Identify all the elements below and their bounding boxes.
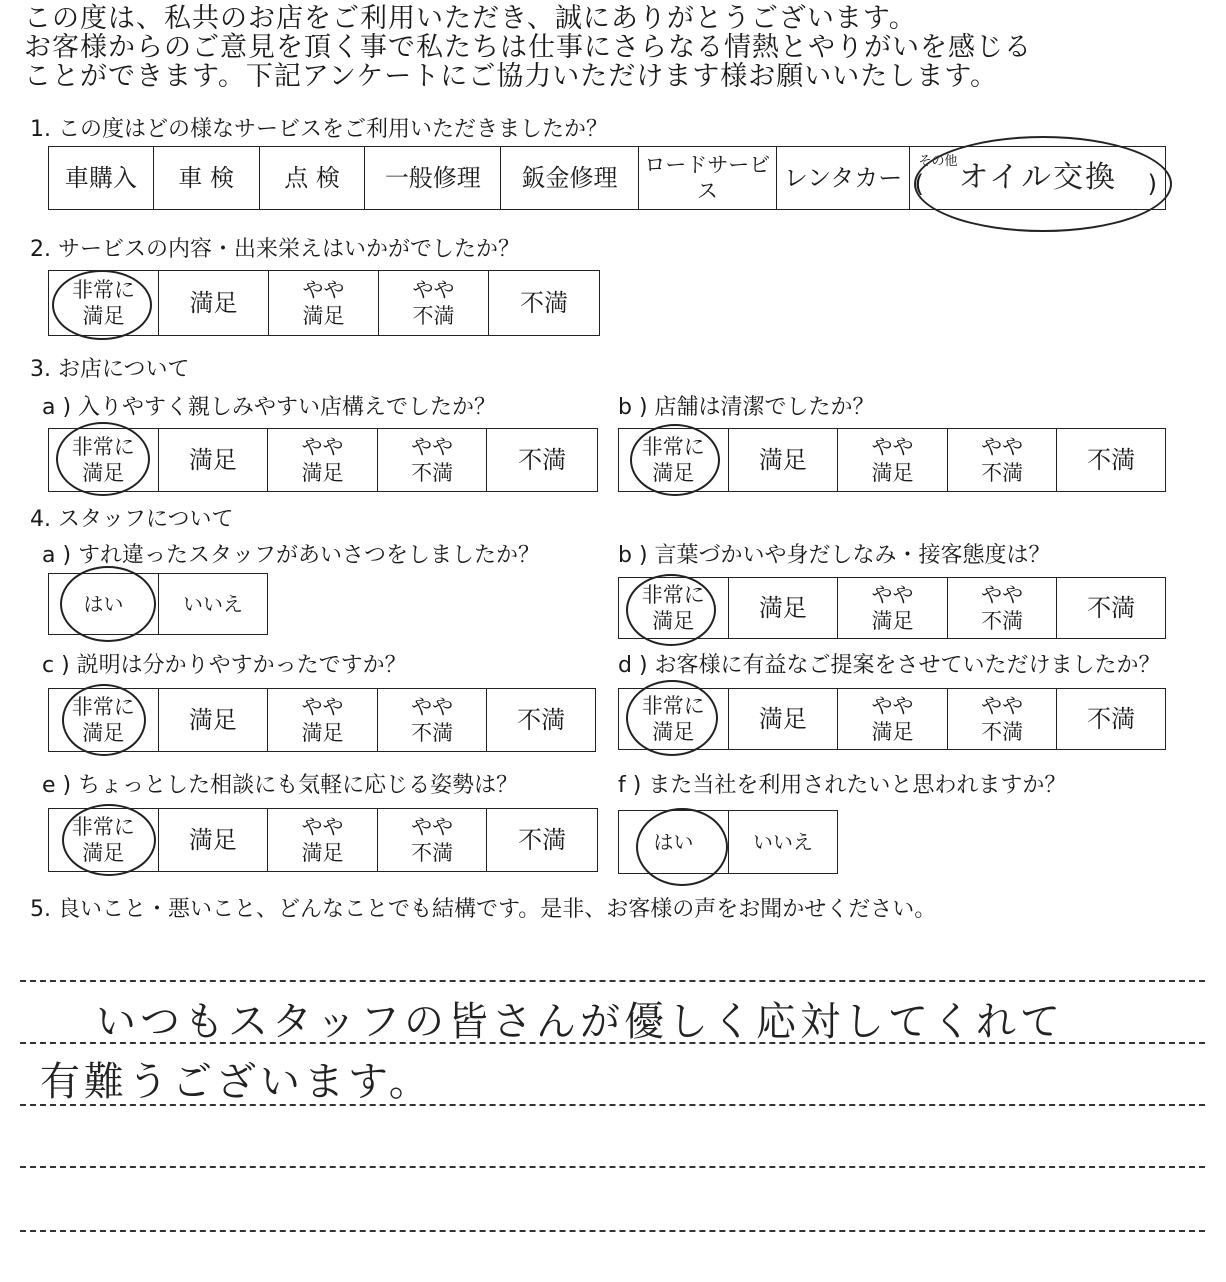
q3a-option-satisfied[interactable]: 満足 <box>159 429 269 491</box>
q2-option-somewhat-dissatisfied[interactable]: やや 不満 <box>379 271 489 335</box>
q4a-option-yes[interactable]: はい <box>49 574 159 634</box>
q3a-option-very-satisfied[interactable]: 非常に 満足 <box>49 429 159 491</box>
q1-other-paren-close: ) <box>1147 170 1157 198</box>
q4d-options <box>618 688 1166 750</box>
q2-option-dissatisfied[interactable]: 不満 <box>520 289 568 317</box>
q4b-option-dissatisfied[interactable]: 不満 <box>1087 594 1136 622</box>
q3b-question: b ) 店舗は清潔でしたか？ <box>618 395 875 420</box>
q4e-option-dissatisfied[interactable]: 不満 <box>518 826 567 854</box>
q3-title: 3. お店について <box>30 357 190 382</box>
q4d-option-satisfied[interactable]: 満足 <box>729 689 839 749</box>
q4c-option-dissatisfied[interactable]: 不満 <box>517 706 566 734</box>
q2-option-satisfied[interactable]: 満足 <box>159 271 269 335</box>
q3a-question: a ) 入りやすく親しみやすい店構えでしたか？ <box>42 395 497 420</box>
q1-option-car-purchase[interactable]: 車購入 <box>49 147 154 209</box>
q4-title: 4. スタッフについて <box>30 507 234 532</box>
q3b-option-satisfied[interactable]: 満足 <box>729 429 839 491</box>
q4f-question: f ) また当社を利用されたいと思われますか？ <box>618 773 1067 798</box>
q3b-options <box>618 428 1166 492</box>
q4c-question: c ) 説明は分かりやすかったですか？ <box>42 653 407 678</box>
q4c-option-somewhat-dissatisfied[interactable]: やや 不満 <box>378 689 488 751</box>
q4b-options <box>618 577 1166 639</box>
q4d-question: d ) お客様に有益なご提案をさせていただけましたか？ <box>618 653 1161 678</box>
q3a-options <box>48 428 598 492</box>
q4d-option-dissatisfied[interactable]: 不満 <box>1087 705 1136 733</box>
handwritten-comment-line-1: いつもスタッフの皆さんが優しく応対してくれて <box>96 999 1064 1045</box>
intro-line-3: ことができます。下記アンケートにご協力いただけます様お願いいたします。 <box>24 61 999 92</box>
q1-option-general-repair[interactable]: 一般修理 <box>365 147 501 209</box>
q3b-option-somewhat-satisfied[interactable]: やや 満足 <box>838 429 948 491</box>
q3b-option-somewhat-dissatisfied[interactable]: やや 不満 <box>948 429 1058 491</box>
q4a-question: a ) すれ違ったスタッフがあいさつをしましたか？ <box>42 543 541 568</box>
q4f-option-yes[interactable]: はい <box>619 811 729 873</box>
q3a-option-somewhat-dissatisfied[interactable]: やや 不満 <box>378 429 488 491</box>
comment-line-4 <box>20 1166 1205 1168</box>
q4e-option-somewhat-satisfied[interactable]: やや 満足 <box>268 809 378 871</box>
q4a-options <box>48 573 268 635</box>
q3b-option-very-satisfied[interactable]: 非常に 満足 <box>619 429 729 491</box>
q3b-option-dissatisfied[interactable]: 不満 <box>1087 446 1136 474</box>
q4f-options <box>618 810 838 874</box>
q4c-option-somewhat-satisfied[interactable]: やや 満足 <box>268 689 378 751</box>
q5-question: 5. 良いこと・悪いこと、どんなことでも結構です。是非、お客様の声をお聞かせください。 <box>30 897 937 922</box>
q2-options <box>48 270 600 336</box>
q4d-option-somewhat-satisfied[interactable]: やや 満足 <box>838 689 948 749</box>
q4e-question: e ) ちょっとした相談にも気軽に応じる姿勢は？ <box>42 773 519 798</box>
q4c-option-satisfied[interactable]: 満足 <box>159 689 269 751</box>
comment-line-5 <box>20 1230 1205 1232</box>
q1-options <box>48 146 1166 210</box>
q4b-option-satisfied[interactable]: 満足 <box>729 578 839 638</box>
q1-option-other[interactable] <box>910 147 1165 209</box>
q1-option-sheet-metal[interactable]: 鈑金修理 <box>501 147 639 209</box>
q1-other-paren-open: ( <box>914 170 924 198</box>
q4f-option-no[interactable]: いいえ <box>753 830 813 854</box>
q4c-options <box>48 688 596 752</box>
q2-option-somewhat-satisfied[interactable]: やや 満足 <box>269 271 379 335</box>
q1-option-check[interactable]: 点 検 <box>260 147 366 209</box>
q4b-question: b ) 言葉づかいや身だしなみ・接客態度は？ <box>618 543 1051 568</box>
q1-option-road-service[interactable]: ロードサービス <box>639 147 777 209</box>
comment-line-1 <box>20 980 1205 982</box>
intro-line-1: この度は、私共のお店をご利用いただき、誠にありがとうございます。 <box>24 3 917 34</box>
q4b-option-somewhat-satisfied[interactable]: やや 満足 <box>838 578 948 638</box>
q4e-option-somewhat-dissatisfied[interactable]: やや 不満 <box>378 809 488 871</box>
q1-option-inspection[interactable]: 車 検 <box>154 147 260 209</box>
q1-other-answer: オイル交換 <box>958 160 1117 195</box>
q1-question: 1. この度はどの様なサービスをご利用いただきましたか？ <box>30 117 608 142</box>
q4a-option-no[interactable]: いいえ <box>183 592 243 616</box>
q1-option-rental-car[interactable]: レンタカー <box>777 147 911 209</box>
q4d-option-somewhat-dissatisfied[interactable]: やや 不満 <box>948 689 1058 749</box>
handwritten-comment-line-2: 有難うございます。 <box>40 1059 433 1105</box>
q4e-options <box>48 808 598 872</box>
q3a-option-dissatisfied[interactable]: 不満 <box>518 446 567 474</box>
q1-other-label: その他 <box>918 154 958 169</box>
q4b-option-somewhat-dissatisfied[interactable]: やや 不満 <box>948 578 1058 638</box>
q2-option-very-satisfied[interactable]: 非常に 満足 <box>49 271 159 335</box>
q4e-option-very-satisfied[interactable]: 非常に 満足 <box>49 809 159 871</box>
intro-text <box>24 4 1214 91</box>
q4c-option-very-satisfied[interactable]: 非常に 満足 <box>49 689 159 751</box>
q4b-option-very-satisfied[interactable]: 非常に 満足 <box>619 578 729 638</box>
intro-line-2: お客様からのご意見を頂く事で私たちは仕事にさらなる情熱とやりがいを感じる <box>24 32 1032 63</box>
q2-question: 2. サービスの内容・出来栄えはいかがでしたか？ <box>30 237 520 262</box>
q4e-option-satisfied[interactable]: 満足 <box>159 809 269 871</box>
q4d-option-very-satisfied[interactable]: 非常に 満足 <box>619 689 729 749</box>
q3a-option-somewhat-satisfied[interactable]: やや 満足 <box>268 429 378 491</box>
